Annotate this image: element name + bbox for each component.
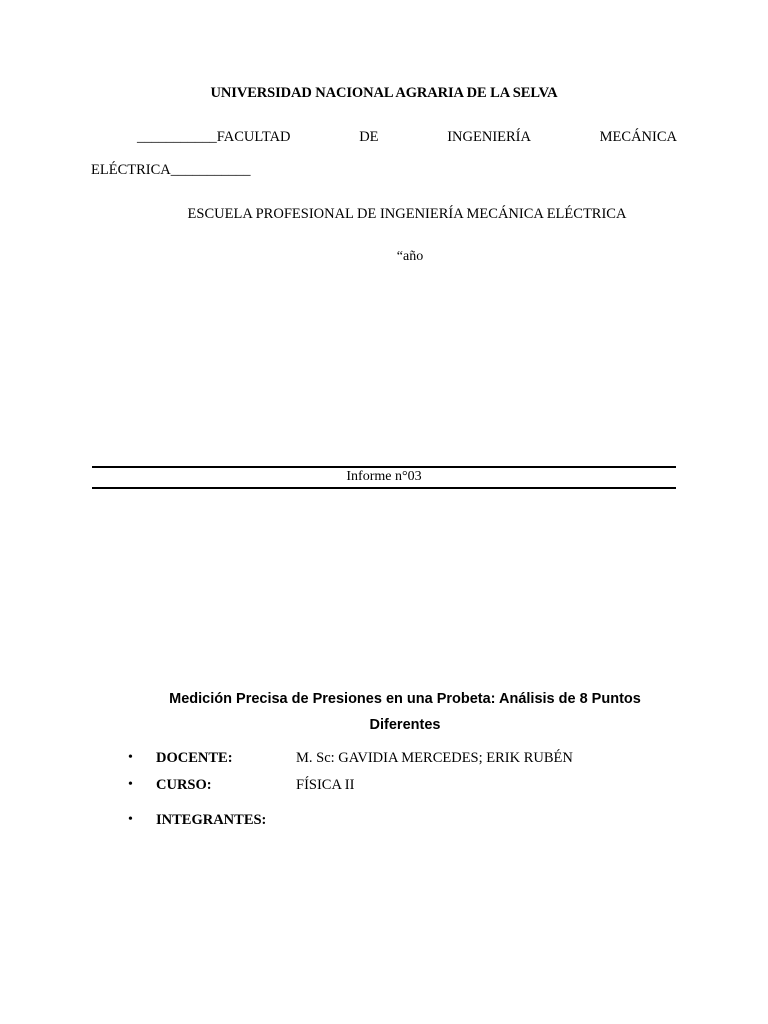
faculty-word-1: ___________FACULTAD — [137, 129, 291, 145]
bottom-rule — [92, 487, 676, 489]
top-rule — [92, 466, 676, 468]
university-name: UNIVERSIDAD NACIONAL AGRARIA DE LA SELVA — [210, 85, 558, 101]
faculty-word-2: DE — [359, 129, 379, 145]
faculty-word-3: INGENIERÍA — [447, 129, 531, 145]
bullet-docente: • — [128, 750, 133, 765]
bullet-integrantes: • — [128, 812, 133, 827]
faculty-word-4: MECÁNICA — [599, 129, 677, 145]
school-name: ESCUELA PROFESIONAL DE INGENIERÍA MECÁNICA ELÉCTRICA — [187, 206, 627, 222]
report-title-line-1: Medición Precisa de Presiones en una Probeta: Análisis de 8 Puntos — [169, 691, 641, 707]
bullet-curso: • — [128, 777, 133, 792]
faculty-line-continued: ELÉCTRICA___________ — [91, 162, 251, 178]
docente-value: M. Sc: GAVIDIA MERCEDES; ERIK RUBÉN — [296, 750, 573, 766]
report-number: Informe n°03 — [346, 469, 422, 484]
faculty-line — [137, 129, 677, 146]
docente-label: DOCENTE: — [156, 750, 233, 766]
curso-label: CURSO: — [156, 777, 212, 793]
report-title — [140, 686, 670, 738]
report-title-line-2: Diferentes — [369, 717, 441, 733]
year-text: “año — [396, 249, 424, 264]
integrantes-label: INTEGRANTES: — [156, 812, 267, 828]
curso-value: FÍSICA II — [296, 777, 355, 793]
